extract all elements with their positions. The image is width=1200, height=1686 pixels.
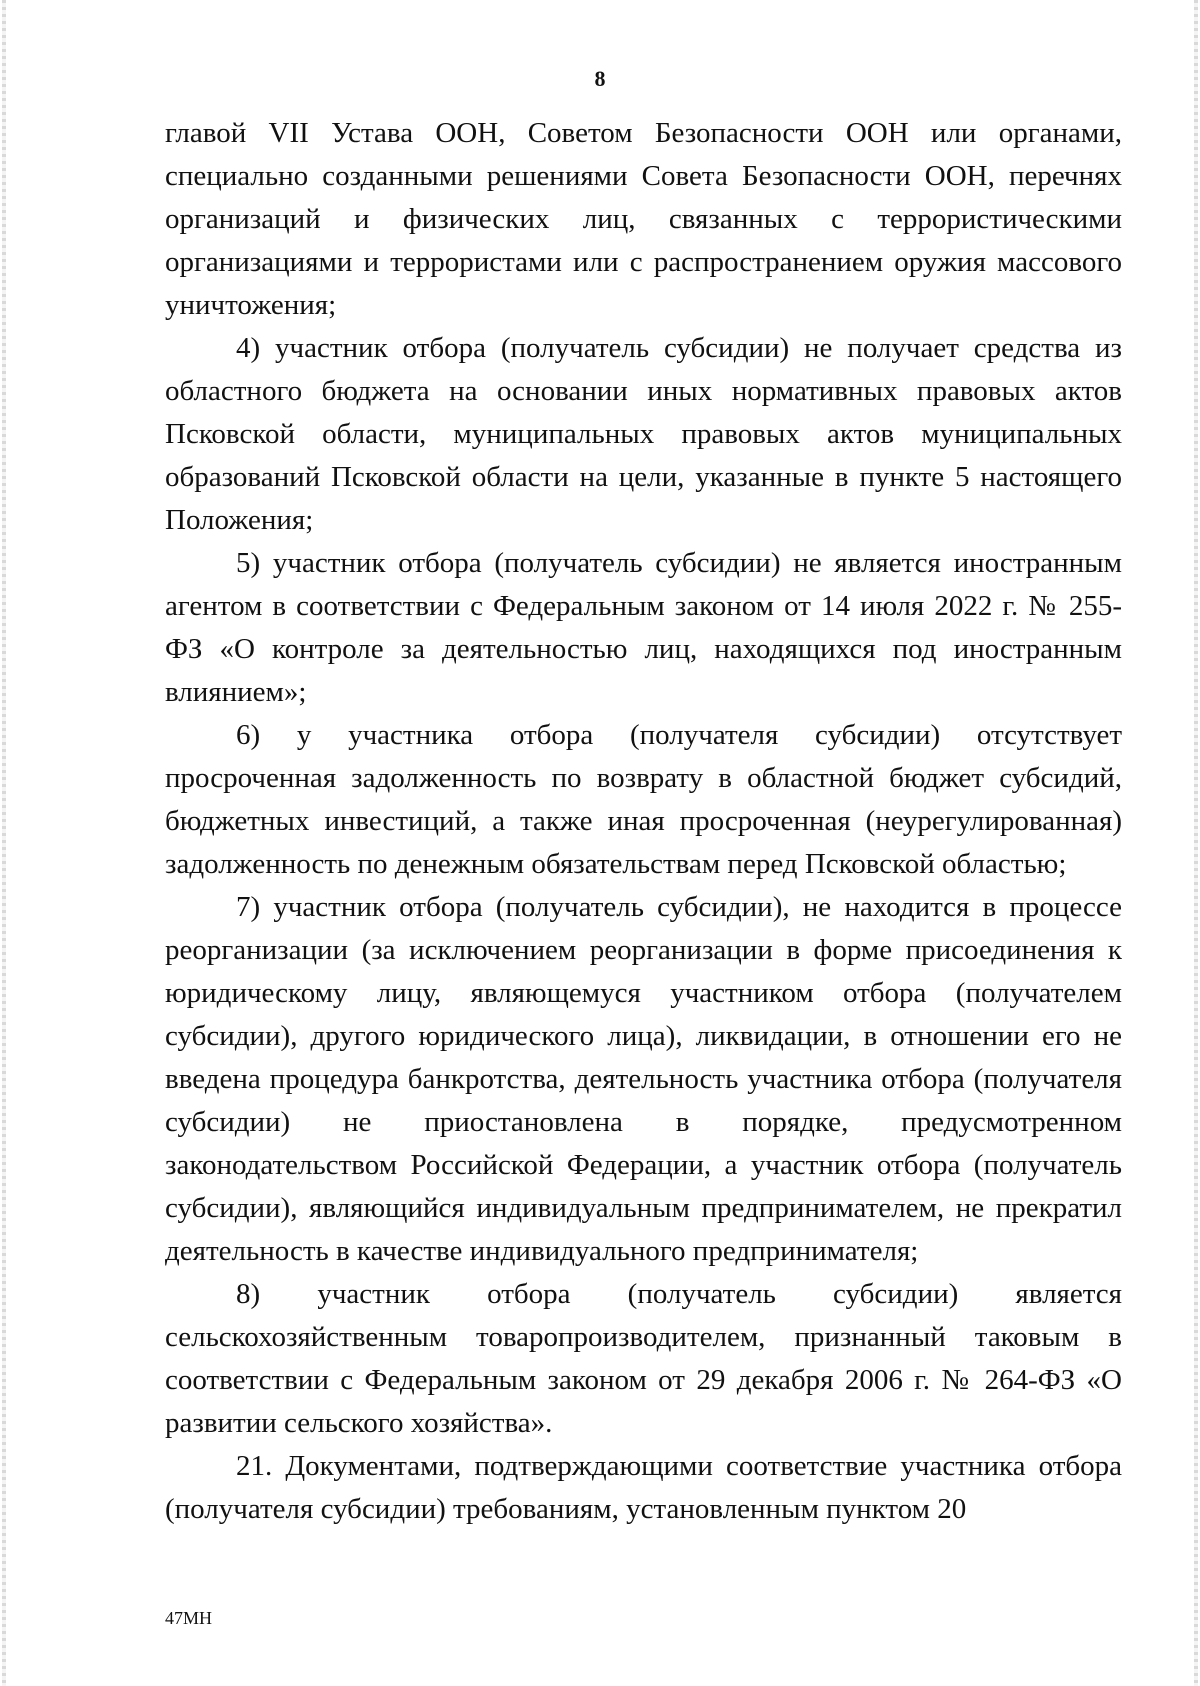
paragraph-continuation: главой VII Устава ООН, Советом Безопасности ООН или органами, специально созданными решениями Совета Безопасности ООН, перечнях организаций и физических лиц, связанных с террористическими организациями и террористами или с распространением оружия массового уничтожения; xyxy=(165,117,1122,321)
paragraph-clause-21: 21. Документами, подтверждающими соответствие участника отбора (получателя субсидии) требованиям, установленным пунктом 20 xyxy=(165,1450,1122,1525)
scan-edge-right xyxy=(1194,0,1198,1686)
scan-edge-left xyxy=(2,0,6,1686)
paragraph-item-8: 8) участник отбора (получатель субсидии) является сельскохозяйственным товаропроизводителем, признанный таковым в соответствии с Федеральным законом от 29 декабря 2006 г. № 264-ФЗ «О развитии сельского хозяйства». xyxy=(165,1278,1122,1439)
footer-document-code: 47МН xyxy=(165,1608,213,1628)
paragraph-item-6: 6) у участника отбора (получателя субсидии) отсутствует просроченная задолженность по возврату в областной бюджет субсидий, бюджетных инвестиций, а также иная просроченная (неурегулированная) задолженность по денежным обязательствам перед Псковской областью; xyxy=(165,719,1122,880)
page-number: 8 xyxy=(594,66,606,91)
paragraph-item-4: 4) участник отбора (получатель субсидии) не получает средства из областного бюджета на основании иных нормативных правовых актов Псковской области, муниципальных правовых актов муниципальных образований Псковской области на цели, указанные в пункте 5 настоящего Положения; xyxy=(165,332,1122,536)
paragraph-item-7: 7) участник отбора (получатель субсидии), не находится в процессе реорганизации (за исключением реорганизации в форме присоединения к юридическому лицу, являющемуся участником отбора (получателем субсидии), другого юридического лица), ликвидации, в отношении его не введена процедура банкротства, деятельность участника отбора (получателя субсидии) не приостановлена в порядке, предусмотренном законодательством Российской Федерации, а участник отбора (получатель субсидии), являющийся индивидуальным предпринимателем, не прекратил деятельность в качестве индивидуального предпринимателя; xyxy=(165,891,1122,1267)
document-body xyxy=(165,112,1122,1531)
paragraph-item-5: 5) участник отбора (получатель субсидии) не является иностранным агентом в соответствии с Федеральным законом от 14 июля 2022 г. № 255-ФЗ «О контроле за деятельностью лиц, находящихся под иностранным влиянием»; xyxy=(165,547,1122,708)
